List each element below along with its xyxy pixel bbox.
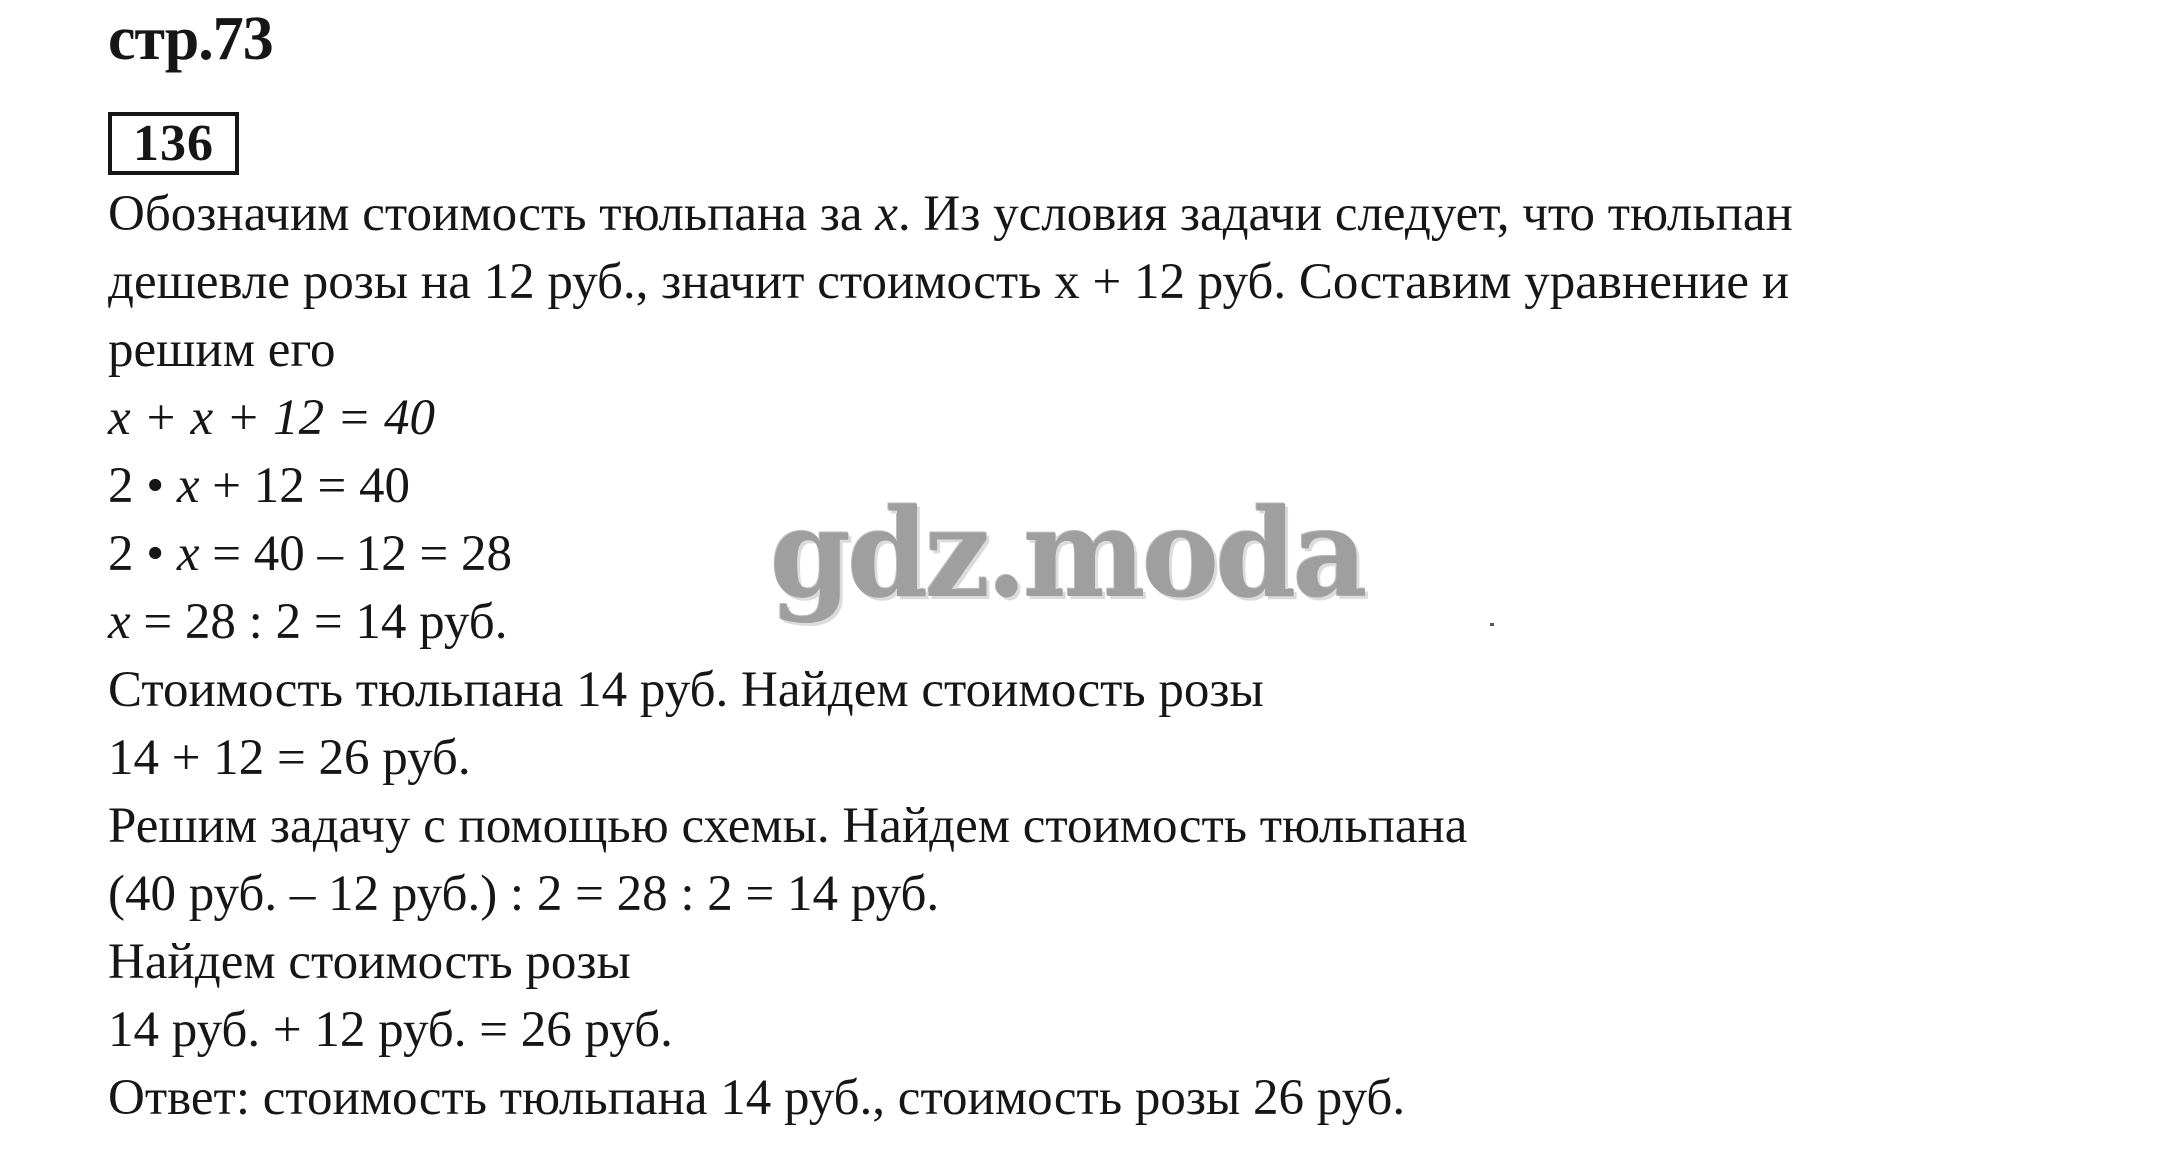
variable-x: x bbox=[176, 526, 200, 582]
text-segment: Обозначим стоимость тюльпана за bbox=[108, 186, 876, 242]
stray-dot-mark bbox=[1490, 623, 1494, 626]
text-line-13: 14 руб. + 12 руб. = 26 руб. bbox=[108, 1002, 673, 1058]
text-segment: . Из условия задачи следует, что тюльпан bbox=[897, 186, 1793, 242]
watermark-logo: gdz.moda bbox=[770, 481, 1364, 625]
text-line-12: Найдем стоимость розы bbox=[108, 934, 631, 990]
page-header: стр.73 bbox=[108, 5, 273, 73]
equation-3 bbox=[108, 526, 513, 582]
text-segment: 2 • bbox=[108, 526, 177, 582]
equation-1: x + x + 12 = 40 bbox=[108, 390, 436, 446]
text-segment: 2 • bbox=[108, 458, 177, 514]
variable-x: x bbox=[875, 186, 898, 242]
text-segment: = 40 – 12 = 28 bbox=[199, 526, 513, 582]
text-line-3: решим его bbox=[108, 322, 336, 378]
equation-4 bbox=[108, 594, 508, 650]
text-line-11: (40 руб. – 12 руб.) : 2 = 28 : 2 = 14 руб. bbox=[108, 866, 940, 922]
text-segment: + 12 = 40 bbox=[199, 458, 411, 514]
answer-line: Ответ: стоимость тюльпана 14 руб., стоимость розы 26 руб. bbox=[108, 1070, 1406, 1126]
text-line-9: 14 + 12 = 26 руб. bbox=[108, 730, 471, 786]
text-line-10: Решим задачу с помощью схемы. Найдем стоимость тюльпана bbox=[108, 798, 1468, 854]
variable-x: x bbox=[176, 458, 200, 514]
task-number-box: 136 bbox=[108, 112, 239, 175]
equation-2 bbox=[108, 458, 411, 514]
text-line-1 bbox=[108, 186, 1793, 242]
text-line-2: дешевле розы на 12 руб., значит стоимость x + 12 руб. Составим уравнение и bbox=[108, 254, 1790, 310]
text-segment: = 28 : 2 = 14 руб. bbox=[130, 594, 508, 650]
variable-x: x bbox=[108, 594, 131, 650]
text-line-8: Стоимость тюльпана 14 руб. Найдем стоимость розы bbox=[108, 662, 1264, 718]
